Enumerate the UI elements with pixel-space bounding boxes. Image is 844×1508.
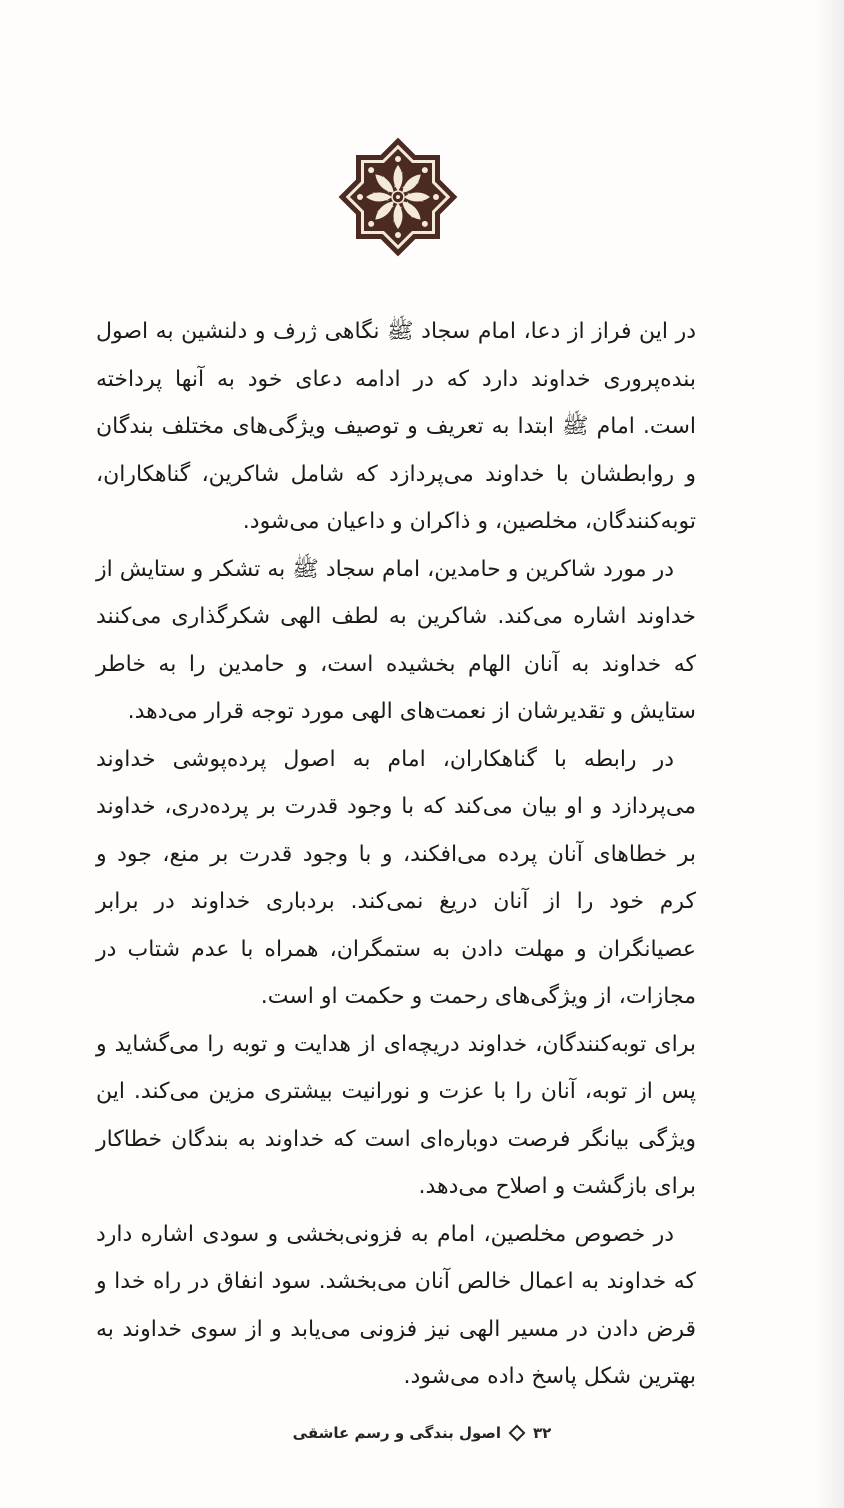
diamond-icon: [509, 1425, 526, 1442]
page-footer: [0, 1424, 844, 1442]
paragraph: برای توبه‌کنندگان، خداوند دریچه‌ای از هدایت و توبه را می‌گشاید و پس از توبه، آنان را با عزت و نورانیت بیشتری مزین می‌کند. این ویژگی بیانگر فرصت دوباره‌ای است که خداوند به بندگان خطاکار برای بازگشت و اصلاح می‌دهد.: [96, 1031, 696, 1199]
paragraph: در خصوص مخلصین، امام به فزونی‌بخشی و سودی اشاره دارد که خداوند به اعمال خالص آنان می‌بخشد. سود انفاق در راه خدا و قرض دادن در مسیر الهی نیز فزونی می‌یابد و از سوی خداوند به بهترین شکل پاسخ داده می‌شود.: [96, 1221, 696, 1389]
paragraph: در این فراز از دعا، امام سجاد ﷺ نگاهی ژرف و دلنشین به اصول بنده‌پروری خداوند دارد که در ادامه دعای خود به آنها پرداخته است. امام ﷺ ابتدا به تعریف و توصیف ویژگی‌های مختلف بندگان و روابطشان با خداوند می‌پردازد که شامل شاکرین، گناهکاران، توبه‌کنندگان، مخلصین، و ذاکران و داعیان می‌شود.: [96, 319, 696, 534]
star-ornament-icon: [338, 137, 458, 257]
paragraph: در مورد شاکرین و حامدین، امام سجاد ﷺ به تشکر و ستایش از خداوند اشاره می‌کند. شاکرین به لطف الهی شکرگذاری می‌کنند که خداوند به آنان الهام بخشیده است، و حامدین را به خاطر ستایش و تقدیرشان از نعمت‌های الهی مورد توجه قرار می‌دهد.: [96, 556, 696, 724]
body-text: [96, 308, 696, 1401]
page-number: ۳۲: [533, 1424, 552, 1442]
book-title: اصول بندگی و رسم عاشقی: [292, 1424, 502, 1442]
paragraph: در رابطه با گناهکاران، امام به اصول پرده‌پوشی خداوند می‌پردازد و او بیان می‌کند که با وجود قدرت بر پرده‌دری، خداوند بر خطاهای آنان پرده می‌افکند، و با وجود قدرت بر منع، جود و کرم خود را از آنان دریغ نمی‌کند. بردباری خداوند در برابر عصیانگران و مهلت دادن به ستمگران، همراه با عدم شتاب در مجازات، از ویژگی‌های رحمت و حکمت او است.: [96, 746, 696, 1009]
page-edge-shadow: [814, 0, 844, 1508]
